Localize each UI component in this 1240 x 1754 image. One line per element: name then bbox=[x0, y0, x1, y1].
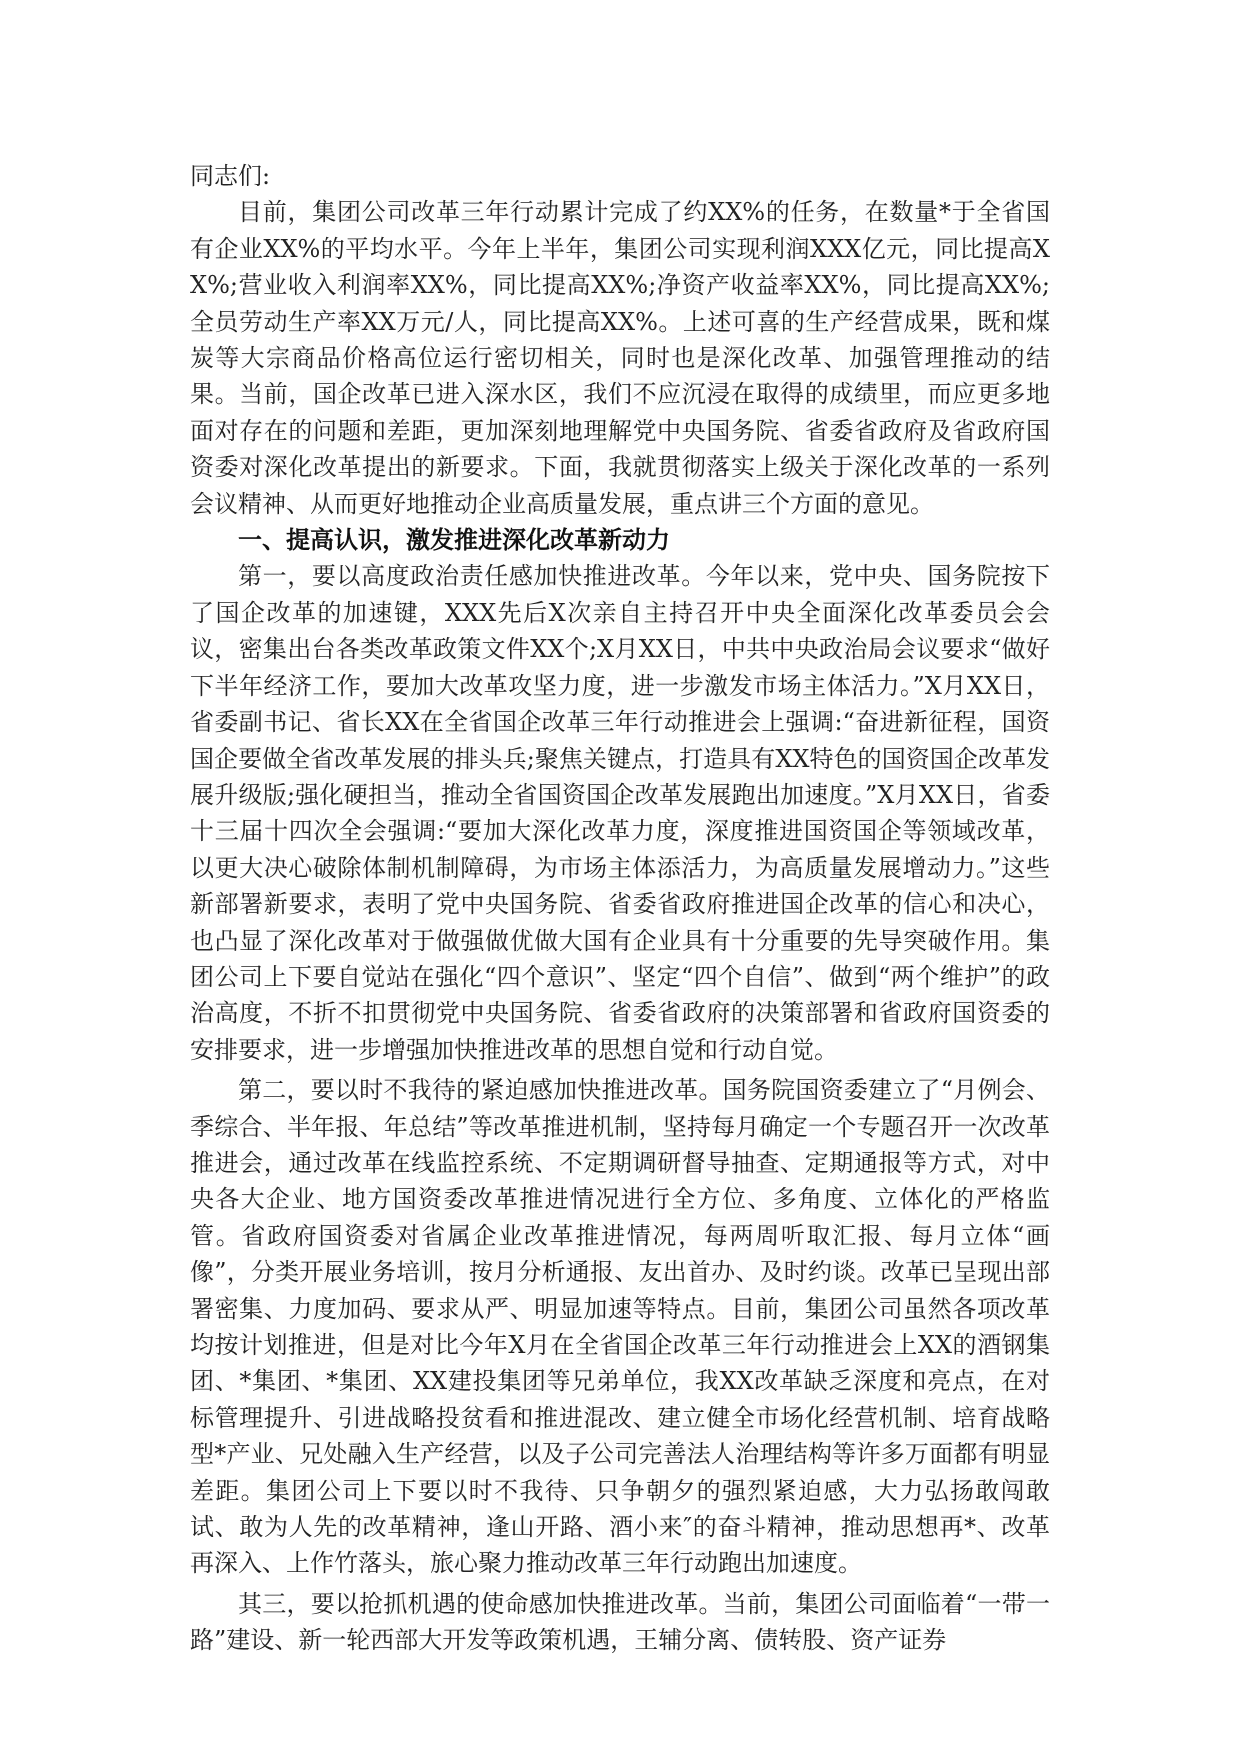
document-page bbox=[190, 158, 1050, 1659]
section-heading-1: 一、提高认识，激发推进深化改革新动力 bbox=[238, 525, 670, 555]
paragraph-second: 第二，要以时不我待的紧迫感加快推进改革。国务院国资委建立了“月例会、季综合、半年报、年总结”等改革推进机制，坚持每月确定一个专题召开一次改革推进会，通过改革在线监控系统、不定期调研督导抽查、定期通报等方式，对中央各大企业、地方国资委改革推进情况进行全方位、多角度、立体化的严格监管。省政府国资委对省属企业改革推进情况，每两周听取汇报、每月立体“画像”，分类开展业务培训，按月分析通报、友出首办、及时约谈。改革已呈现出部署密集、力度加码、要求从严、明显加速等特点。目前，集团公司虽然各项改革均按计划推进，但是对比今年X月在全省国企改革三年行动推进会上XX的酒钢集团、*集团、*集团、XX建投集团等兄弟单位，我XX改革缺乏深度和亮点，在对标管理提升、引进战略投贫看和推进混改、建立健全市场化经营机制、培育战略型*产业、兄处融入生产经营，以及子公司完善法人治理结构等许多万面都有明显差距。集团公司上下要以时不我待、只争朝夕的强烈紧迫感，大力弘扬敢闯敢试、敢为人先的改革精神，逢山开路、酒小来″的奋斗精神，推动思想再*、改革再深入、上作竹落头，旅心聚力推动改革三年行动跑出加速度。 bbox=[190, 1076, 1050, 1578]
paragraph-third: 其三，要以抢抓机遇的使命感加快推进改革。当前，集团公司面临着“一带一路”建设、新一轮西部大开发等政策机遇，王辅分离、债转股、资产证券 bbox=[190, 1589, 1050, 1655]
paragraph-first: 第一，要以高度政治责任感加快推进改革。今年以来，党中央、国务院按下了国企改革的加速键，XXX先后X次亲自主持召开中央全面深化改革委员会会议，密集出台各类改革政策文件XX个;X月XX日，中共中央政治局会议要求“做好下半年经济工作，要加大改革攻坚力度，进一步激发市场主体活力。”X月XX日，省委副书记、省长XX在全省国企改革三年行动推进会上强调:“奋进新征程，国资国企要做全省改革发展的排头兵;聚焦关键点，打造具有XX特色的国资国企改革发展升级版;强化硬担当，推动全省国资国企改革发展跑出加速度。”X月XX日，省委十三届十四次全会强调:“要加大深化改革力度，深度推进国资国企等领域改革，以更大决心破除体制机制障碍，为市场主体添活力，为高质量发展增动力。”这些新部署新要求，表明了党中央国务院、省委省政府推进国企改革的信心和决心，也凸显了深化改革对于做强做优做大国有企业具有十分重要的先导突破作用。集团公司上下要自觉站在强化“四个意识”、坚定“四个自信”、做到“两个维护”的政治高度，不折不扣贯彻党中央国务院、省委省政府的决策部署和省政府国资委的安排要求，进一步增强加快推进改革的思想自觉和行动自觉。 bbox=[190, 562, 1050, 1064]
intro-paragraph: 目前，集团公司改革三年行动累计完成了约XX%的任务，在数量*于全省国有企业XX%的平均水平。今年上半年，集团公司实现利润XXX亿元，同比提高XX%;营业收入利润率XX%，同比提高XX%;净资产收益率XX%，同比提高XX%;全员劳动生产率XX万元/人，同比提高XX%。上述可喜的生产经营成果，既和煤炭等大宗商品价格高位运行密切相关，同时也是深化改革、加强管理推动的结果。当前，国企改革已进入深水区，我们不应沉浸在取得的成绩里，而应更多地面对存在的问题和差距，更加深刻地理解党中央国务院、省委省政府及省政府国资委对深化改革提出的新要求。下面，我就贯彻落实上级关于深化改革的一系列会议精神、从而更好地推动企业高质量发展，重点讲三个方面的意见。 bbox=[190, 198, 1050, 518]
salutation: 同志们: bbox=[190, 162, 271, 190]
